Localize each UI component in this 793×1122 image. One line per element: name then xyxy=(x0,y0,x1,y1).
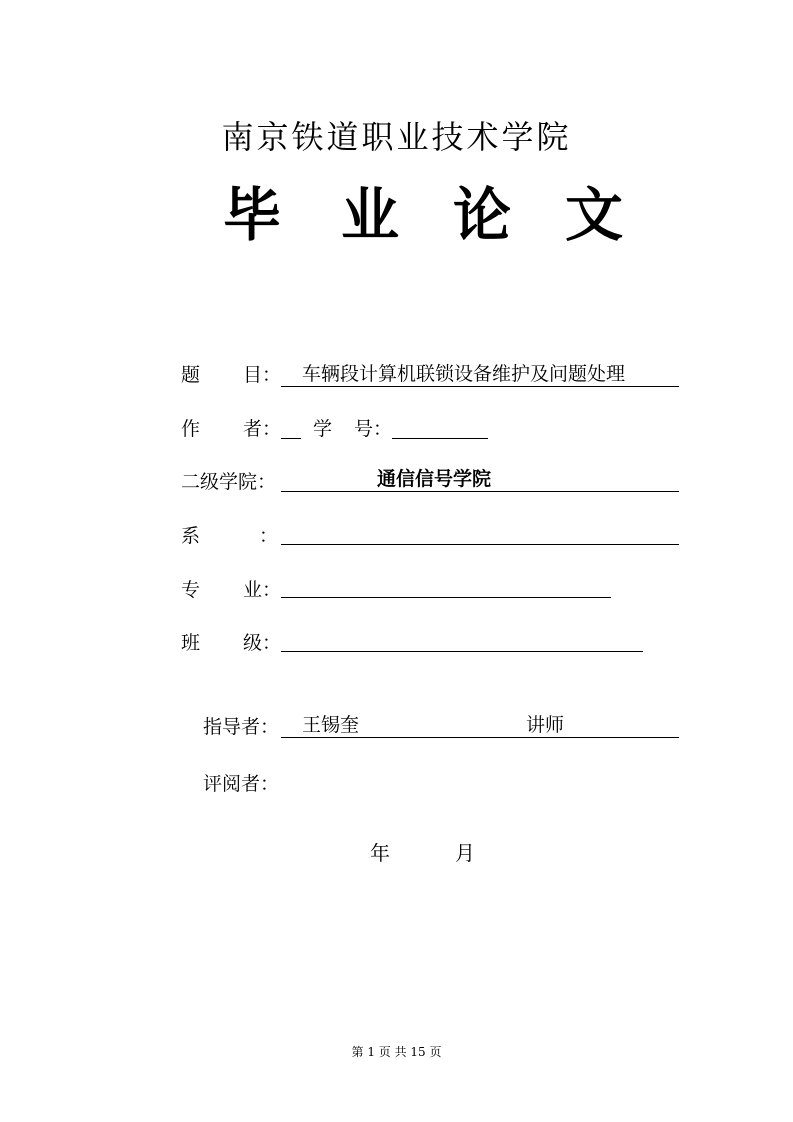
dept-label-2: ： xyxy=(259,525,279,547)
title-char-2: 业 xyxy=(340,181,399,249)
author-field xyxy=(281,414,301,439)
reviewer-label: 评阅者： xyxy=(203,773,280,795)
title-char-4: 文 xyxy=(564,181,623,249)
topic-value: 车辆段计算机联锁设备维护及问题处理 xyxy=(302,363,626,385)
author-label-2: 者： xyxy=(243,418,282,440)
college-field xyxy=(281,467,679,492)
month-label: 月 xyxy=(455,843,475,865)
student-no-label-2: 号： xyxy=(354,418,393,440)
topic-label-2: 目： xyxy=(243,364,282,386)
dept-field xyxy=(281,520,679,545)
major-label-2: 业： xyxy=(243,579,282,601)
class-label-2: 级： xyxy=(243,632,282,654)
topic-field xyxy=(281,362,679,387)
page-footer: 第 1 页 共 15 页 xyxy=(351,1045,442,1059)
author-label-1: 作 xyxy=(181,418,201,440)
college-value: 通信信号学院 xyxy=(377,468,492,490)
school-name: 南京铁道职业技术学院 xyxy=(221,118,572,156)
advisor-title: 讲师 xyxy=(526,714,565,736)
year-label: 年 xyxy=(370,843,390,865)
advisor-label: 指导者： xyxy=(203,716,280,738)
student-no-label-1: 学 xyxy=(313,418,333,440)
title-char-1: 毕 xyxy=(222,181,281,249)
topic-label-1: 题 xyxy=(181,364,201,386)
student-no-field xyxy=(392,414,488,439)
title-char-3: 论 xyxy=(452,181,511,249)
dept-label-1: 系 xyxy=(181,525,201,547)
college-label: 二级学院： xyxy=(181,471,277,493)
advisor-name: 王锡奎 xyxy=(302,714,360,736)
major-label-1: 专 xyxy=(181,579,201,601)
class-field xyxy=(281,627,643,652)
major-field xyxy=(281,573,611,598)
advisor-field xyxy=(281,713,679,738)
class-label-1: 班 xyxy=(181,632,201,654)
